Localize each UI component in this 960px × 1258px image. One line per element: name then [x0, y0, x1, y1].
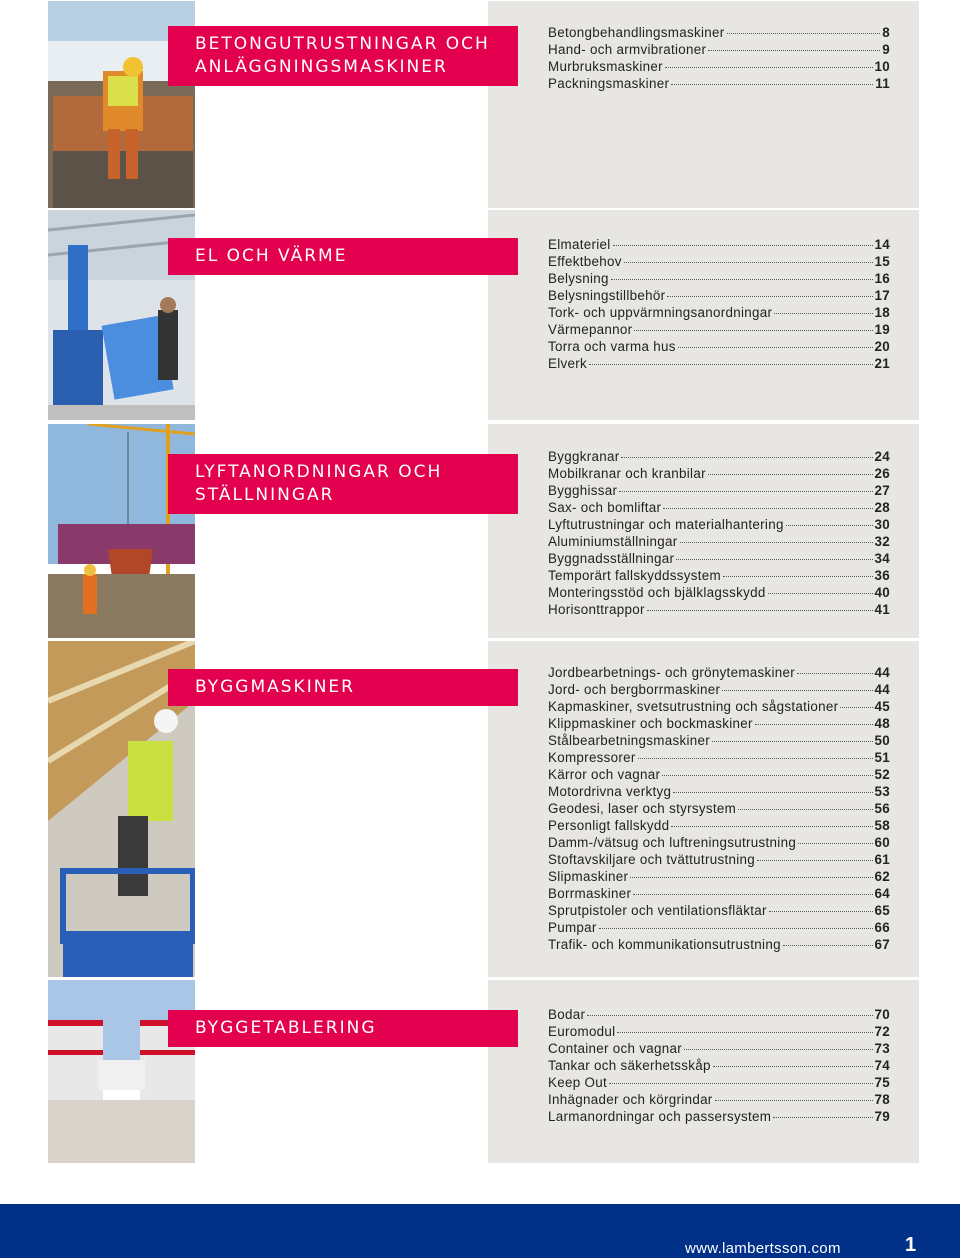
toc-item-label: Jord- och bergborrmaskiner [548, 682, 721, 697]
toc-list [548, 236, 890, 372]
leader-dots [589, 364, 872, 365]
toc-item[interactable] [548, 533, 890, 550]
toc-item-label: Stålbearbetningsmaskiner [548, 733, 711, 748]
toc-item-page: 26 [874, 466, 890, 481]
toc-item-label: Sax- och bomliftar [548, 500, 662, 515]
toc-item[interactable] [548, 287, 890, 304]
leader-dots [667, 296, 872, 297]
toc-item[interactable] [548, 482, 890, 499]
leader-dots [599, 928, 873, 929]
toc-item-page: 48 [874, 716, 890, 731]
leader-dots [634, 330, 872, 331]
toc-item[interactable] [548, 902, 890, 919]
section-el-och-varme [48, 210, 919, 420]
toc-item-label: Bodar [548, 1007, 586, 1022]
toc-item[interactable] [548, 304, 890, 321]
toc-item[interactable] [548, 868, 890, 885]
leader-dots [768, 593, 873, 594]
toc-item[interactable] [548, 253, 890, 270]
leader-dots [624, 262, 873, 263]
leader-dots [712, 741, 872, 742]
toc-item[interactable] [548, 24, 890, 41]
leader-dots [727, 33, 881, 34]
toc-item[interactable] [548, 338, 890, 355]
toc-item-page: 79 [874, 1109, 890, 1124]
toc-item-page: 19 [874, 322, 890, 337]
toc-item[interactable] [548, 584, 890, 601]
leader-dots [840, 707, 872, 708]
toc-item-label: Larmanordningar och passersystem [548, 1109, 772, 1124]
leader-dots [715, 1100, 873, 1101]
toc-item-label: Damm-/vätsug och luftreningsutrustning [548, 835, 797, 850]
toc-item-page: 62 [874, 869, 890, 884]
toc-item-page: 10 [874, 59, 890, 74]
toc-item[interactable] [548, 550, 890, 567]
toc-item-page: 20 [874, 339, 890, 354]
toc-item-page: 30 [874, 517, 890, 532]
section-byggetablering [48, 980, 919, 1163]
toc-item-page: 60 [874, 835, 890, 850]
leader-dots [722, 690, 872, 691]
leader-dots [630, 877, 872, 878]
toc-item-page: 72 [874, 1024, 890, 1039]
toc-item-label: Hand- och armvibrationer [548, 42, 707, 57]
leader-dots [757, 860, 873, 861]
toc-item-page: 61 [874, 852, 890, 867]
leader-dots [676, 559, 872, 560]
leader-dots [738, 809, 872, 810]
toc-item-page: 32 [874, 534, 890, 549]
toc-item-page: 51 [874, 750, 890, 765]
toc-item[interactable] [548, 1040, 890, 1057]
toc-item-label: Kärror och vagnar [548, 767, 661, 782]
toc-item-label: Personligt fallskydd [548, 818, 670, 833]
toc-item-page: 28 [874, 500, 890, 515]
leader-dots [662, 775, 872, 776]
toc-item[interactable] [548, 681, 890, 698]
leader-dots [611, 279, 873, 280]
toc-item-label: Värmepannor [548, 322, 633, 337]
toc-item-label: Temporärt fallskyddssystem [548, 568, 721, 583]
leader-dots [671, 826, 872, 827]
section-byggmaskiner [48, 641, 919, 977]
toc-item-label: Borrmaskiner [548, 886, 632, 901]
leader-dots [798, 843, 872, 844]
toc-item-page: 75 [874, 1075, 890, 1090]
section-title [168, 454, 518, 514]
toc-item-page: 17 [874, 288, 890, 303]
leader-dots [619, 491, 872, 492]
toc-item-label: Inhägnader och körgrindar [548, 1092, 713, 1107]
toc-item-label: Tankar och säkerhetsskåp [548, 1058, 711, 1073]
toc-item-label: Klippmaskiner och bockmaskiner [548, 716, 753, 731]
toc-item-label: Torra och varma hus [548, 339, 676, 354]
toc-item-page: 18 [874, 305, 890, 320]
leader-dots [708, 50, 880, 51]
toc-item-page: 16 [874, 271, 890, 286]
toc-item-label: Murbruksmaskiner [548, 59, 663, 74]
toc-item-page: 73 [874, 1041, 890, 1056]
toc-item-page: 15 [874, 254, 890, 269]
toc-item-page: 9 [882, 42, 890, 57]
leader-dots [797, 673, 872, 674]
section-title-line1: BYGGMASKINER [195, 677, 355, 697]
toc-item[interactable] [548, 1074, 890, 1091]
toc-item-page: 52 [874, 767, 890, 782]
toc-item-label: Sprutpistoler och ventilationsfläktar [548, 903, 767, 918]
section-lyftanordningar [48, 424, 919, 638]
toc-item[interactable] [548, 936, 890, 953]
toc-item-page: 65 [874, 903, 890, 918]
toc-item[interactable] [548, 1057, 890, 1074]
toc-item-label: Lyftutrustningar och materialhantering [548, 517, 784, 532]
toc-item-label: Packningsmaskiner [548, 76, 670, 91]
toc-item-label: Elverk [548, 356, 588, 371]
toc-item-label: Bygghissar [548, 483, 618, 498]
section-title-line1: EL OCH VÄRME [195, 246, 348, 266]
leader-dots [684, 1049, 872, 1050]
toc-item-page: 53 [874, 784, 890, 799]
toc-item-page: 44 [874, 665, 890, 680]
toc-item-label: Slipmaskiner [548, 869, 629, 884]
leader-dots [713, 1066, 873, 1067]
toc-item-label: Pumpar [548, 920, 597, 935]
toc-item-label: Effektbehov [548, 254, 622, 269]
toc-item-page: 24 [874, 449, 890, 464]
toc-item-page: 64 [874, 886, 890, 901]
toc-item[interactable] [548, 834, 890, 851]
toc-item-page: 50 [874, 733, 890, 748]
toc-item[interactable] [548, 465, 890, 482]
toc-item-label: Stoftavskiljare och tvättutrustning [548, 852, 755, 867]
toc-item[interactable] [548, 800, 890, 817]
leader-dots [769, 911, 873, 912]
toc-item[interactable] [548, 58, 890, 75]
section-title-line1: LYFTANORDNINGAR OCH [195, 462, 443, 482]
toc-item-label: Kapmaskiner, svetsutrustning och sågstationer [548, 699, 839, 714]
section-title-line2: ANLÄGGNINGSMASKINER [195, 57, 448, 77]
leader-dots [665, 67, 873, 68]
toc-item[interactable] [548, 355, 890, 372]
toc-item-label: Tork- och uppvärmningsanordningar [548, 305, 773, 320]
toc-item-label: Byggnadsställningar [548, 551, 675, 566]
toc-item-page: 45 [874, 699, 890, 714]
leader-dots [678, 347, 873, 348]
toc-item[interactable] [548, 270, 890, 287]
toc-item[interactable] [548, 715, 890, 732]
page-number: 1 [905, 1234, 917, 1256]
leader-dots [613, 245, 873, 246]
toc-item[interactable] [548, 732, 890, 749]
toc-item[interactable] [548, 1108, 890, 1125]
toc-item-label: Byggkranar [548, 449, 620, 464]
toc-item[interactable] [548, 766, 890, 783]
footer-bar [0, 1204, 960, 1258]
section-title [168, 669, 518, 706]
leader-dots [783, 945, 873, 946]
toc-item-page: 34 [874, 551, 890, 566]
leader-dots [671, 84, 873, 85]
toc-list [548, 1006, 890, 1125]
toc-item[interactable] [548, 851, 890, 868]
toc-item-label: Betongbehandlingsmaskiner [548, 25, 725, 40]
toc-item-page: 70 [874, 1007, 890, 1022]
toc-item[interactable] [548, 1006, 890, 1023]
leader-dots [621, 457, 872, 458]
toc-item[interactable] [548, 1023, 890, 1040]
toc-item-label: Belysning [548, 271, 609, 286]
toc-item-label: Geodesi, laser och styrsystem [548, 801, 737, 816]
toc-item[interactable] [548, 448, 890, 465]
toc-item-label: Aluminiumställningar [548, 534, 678, 549]
toc-item[interactable] [548, 601, 890, 618]
toc-item[interactable] [548, 567, 890, 584]
section-title-line1: BETONGUTRUSTNINGAR OCH [195, 34, 490, 54]
toc-item-label: Keep Out [548, 1075, 607, 1090]
toc-item[interactable] [548, 321, 890, 338]
section-title [168, 1010, 518, 1047]
toc-item-page: 8 [882, 25, 890, 40]
section-betongutrustningar [48, 1, 919, 208]
leader-dots [774, 313, 872, 314]
section-title-line2: STÄLLNINGAR [195, 485, 335, 505]
toc-item-page: 14 [874, 237, 890, 252]
leader-dots [773, 1117, 872, 1118]
toc-item-page: 21 [874, 356, 890, 371]
toc-item[interactable] [548, 919, 890, 936]
section-title [168, 26, 518, 86]
toc-item[interactable] [548, 41, 890, 58]
toc-list [548, 664, 890, 953]
toc-item[interactable] [548, 817, 890, 834]
toc-item[interactable] [548, 75, 890, 92]
toc-item-label: Kompressorer [548, 750, 636, 765]
toc-item-page: 56 [874, 801, 890, 816]
toc-item-label: Belysningstillbehör [548, 288, 666, 303]
toc-item[interactable] [548, 516, 890, 533]
toc-item[interactable] [548, 749, 890, 766]
toc-item-page: 67 [874, 937, 890, 952]
leader-dots [587, 1015, 872, 1016]
toc-item[interactable] [548, 664, 890, 681]
toc-item-label: Container och vagnar [548, 1041, 683, 1056]
leader-dots [786, 525, 873, 526]
leader-dots [708, 474, 873, 475]
leader-dots [633, 894, 872, 895]
leader-dots [680, 542, 873, 543]
toc-item-page: 66 [874, 920, 890, 935]
toc-item-label: Jordbearbetnings- och grönytemaskiner [548, 665, 796, 680]
toc-item-page: 58 [874, 818, 890, 833]
leader-dots [609, 1083, 873, 1084]
leader-dots [663, 508, 872, 509]
website-link[interactable]: www.lambertsson.com [685, 1240, 841, 1257]
toc-item[interactable] [548, 499, 890, 516]
toc-item[interactable] [548, 1091, 890, 1108]
toc-item-label: Euromodul [548, 1024, 616, 1039]
toc-item-label: Motordrivna verktyg [548, 784, 672, 799]
toc-item-page: 11 [875, 76, 890, 91]
toc-item-page: 74 [874, 1058, 890, 1073]
toc-item[interactable] [548, 783, 890, 800]
toc-item-label: Trafik- och kommunikationsutrustning [548, 937, 781, 952]
toc-item-page: 44 [874, 682, 890, 697]
toc-item[interactable] [548, 698, 890, 715]
toc-list [548, 448, 890, 618]
toc-item[interactable] [548, 236, 890, 253]
leader-dots [647, 610, 873, 611]
toc-item-page: 41 [874, 602, 890, 617]
white-gap [195, 980, 488, 1163]
toc-list [548, 24, 890, 92]
toc-item-label: Horisonttrappor [548, 602, 645, 617]
toc-item-label: Mobilkranar och kranbilar [548, 466, 706, 481]
leader-dots [638, 758, 873, 759]
leader-dots [755, 724, 873, 725]
section-title [168, 238, 518, 275]
leader-dots [673, 792, 872, 793]
toc-item-label: Monteringsstöd och bjälklagsskydd [548, 585, 766, 600]
leader-dots [723, 576, 873, 577]
toc-item[interactable] [548, 885, 890, 902]
toc-item-page: 36 [874, 568, 890, 583]
toc-item-label: Elmateriel [548, 237, 611, 252]
toc-item-page: 78 [874, 1092, 890, 1107]
photo-site-modules [48, 980, 195, 1163]
leader-dots [617, 1032, 872, 1033]
toc-item-page: 40 [874, 585, 890, 600]
toc-item-page: 27 [874, 483, 890, 498]
section-title-line1: BYGGETABLERING [195, 1018, 377, 1038]
